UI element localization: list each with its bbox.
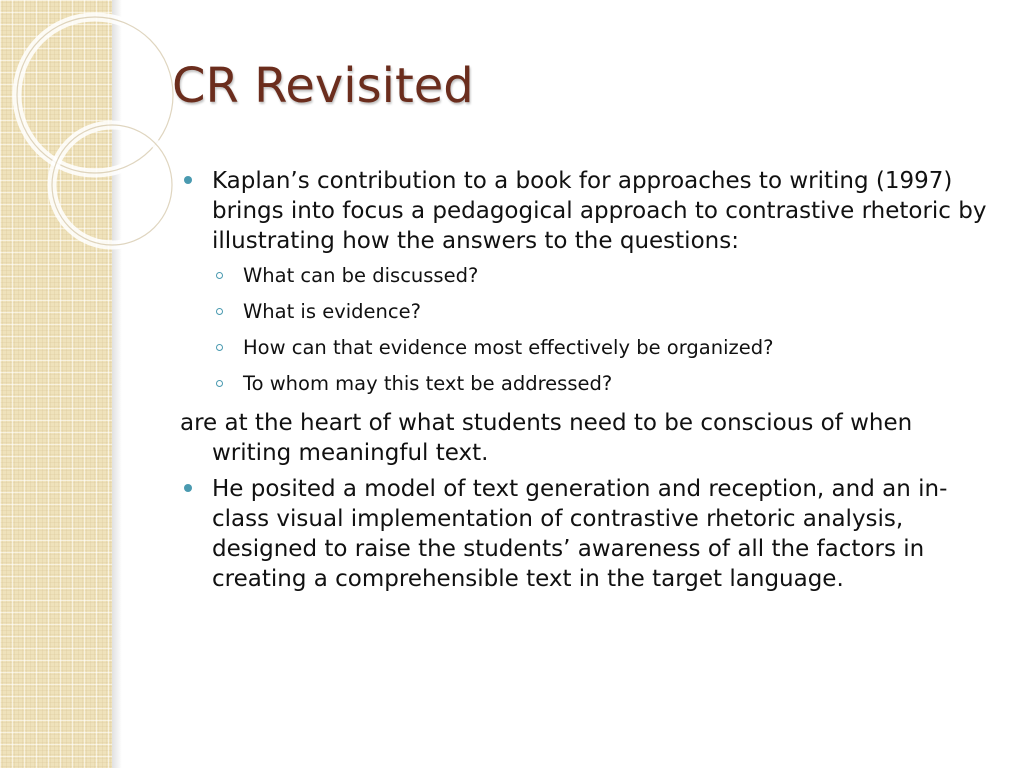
hollow-circle-bullet-icon	[216, 272, 223, 279]
hollow-circle-bullet-icon	[216, 344, 223, 351]
hollow-circle-bullet-icon	[216, 380, 223, 387]
bullet-text: He posited a model of text generation and reception, and an in-class visual implementation of contrastive rhetoric analysis, designed to raise the students’ awareness of all the factors in creating a comprehensible text in the target language.	[212, 476, 948, 592]
sub-bullet-item	[180, 300, 998, 324]
sub-bullet-text: What is evidence?	[243, 300, 421, 323]
slide-content	[180, 166, 998, 600]
sub-bullet-text: To whom may this text be addressed?	[243, 372, 613, 395]
sub-bullet-item	[180, 264, 998, 288]
sub-bullet-text: What can be discussed?	[243, 264, 479, 287]
sub-bullet-item	[180, 372, 998, 396]
bullet-dot-icon	[184, 484, 192, 492]
sub-bullet-list	[180, 264, 998, 396]
bullet-dot-icon	[184, 176, 192, 184]
hollow-circle-bullet-icon	[216, 308, 223, 315]
decorative-side-strip	[0, 0, 112, 768]
bullet-item	[180, 166, 998, 256]
sub-bullet-item	[180, 336, 998, 360]
side-strip-shadow	[112, 0, 122, 768]
slide-title: CR Revisited	[172, 58, 474, 114]
bullet-item	[180, 474, 998, 594]
continuation-paragraph: are at the heart of what students need to be conscious of when writing meaningful text.	[180, 410, 913, 466]
sub-bullet-text: How can that evidence most effectively be organized?	[243, 336, 774, 359]
bullet-text: Kaplan’s contribution to a book for approaches to writing (1997) brings into focus a pedagogical approach to contrastive rhetoric by illustrating how the answers to the questions:	[212, 168, 987, 254]
